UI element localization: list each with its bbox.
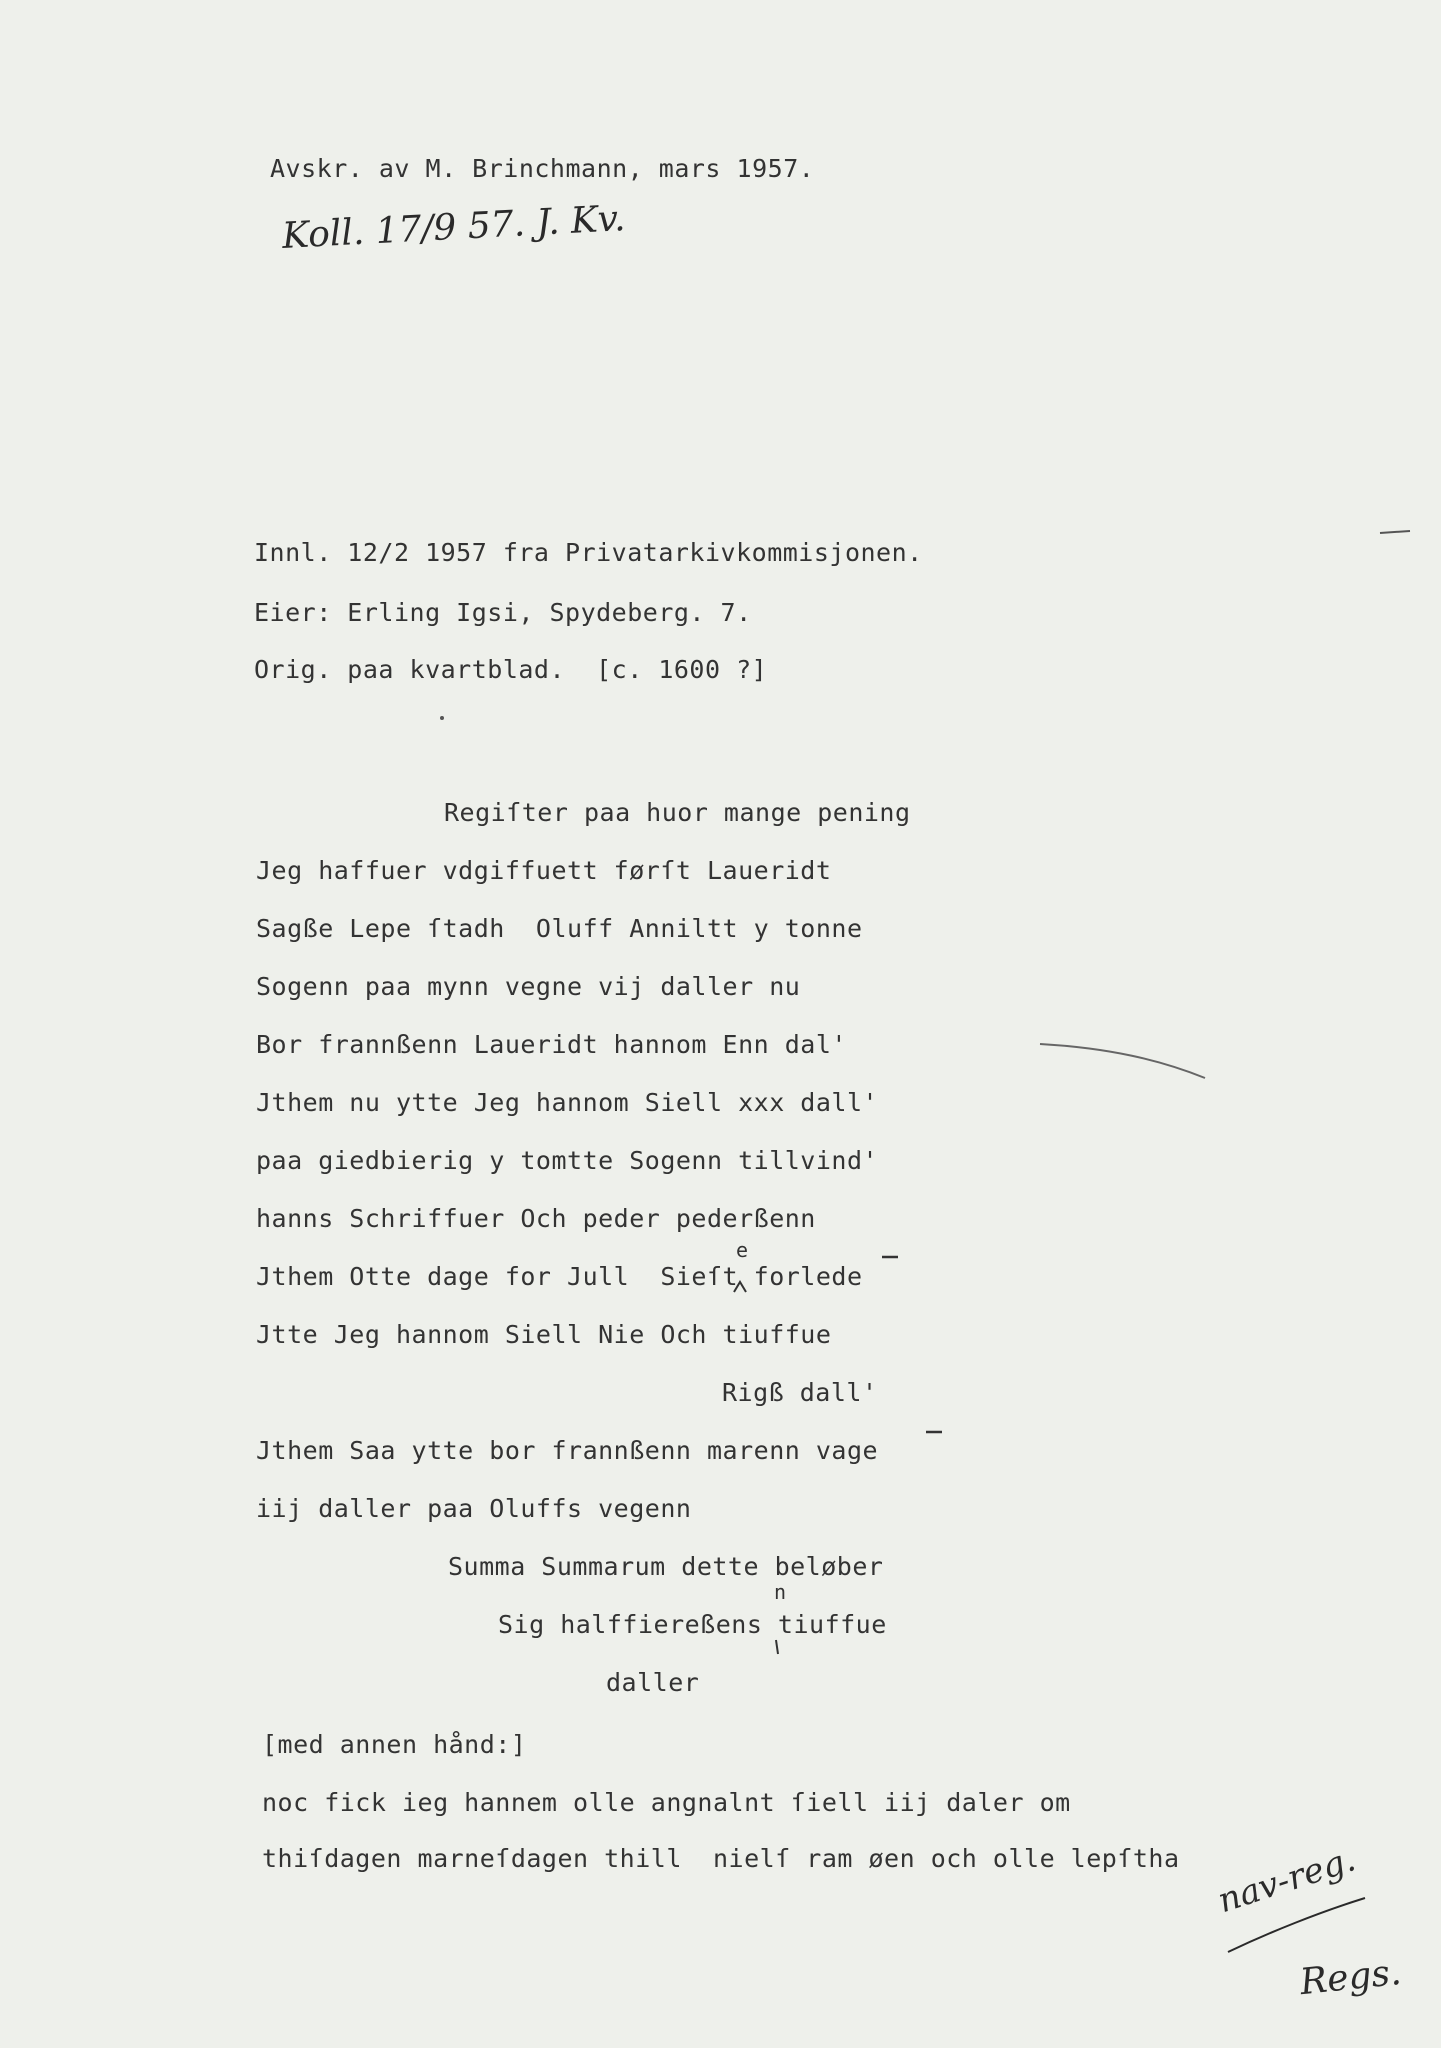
checked-note-handwritten: Koll. 17/9 57. J. Kv.: [281, 198, 627, 257]
register-line: Sagße Lepe ſtadh Oluff Anniltt y tonne: [256, 914, 863, 943]
register-line: hanns Schriffuer Och peder pederßenn: [256, 1204, 816, 1233]
register-line: Bor frannßenn Laueridt hannom Enn dal': [256, 1030, 847, 1059]
addendum-label: [med annen hånd:]: [262, 1730, 527, 1759]
register-line: Rigß dall': [722, 1378, 878, 1407]
addendum-line: thiſdagen marneſdagen thill nielſ ram øen och olle lepſtha: [262, 1844, 1180, 1873]
register-line: Jthem Saa ytte bor frannßenn marenn vage: [256, 1436, 879, 1465]
register-line: paa giedbierig y tomtte Sogenn tillvind': [256, 1146, 879, 1175]
transcription-note: Avskr. av M. Brinchmann, mars 1957.: [270, 154, 815, 183]
received-line: Innl. 12/2 1957 fra Privatarkivkommisjonen.: [254, 538, 923, 567]
owner-line: Eier: Erling Igsi, Spydeberg. 7.: [254, 598, 752, 627]
register-line: Jtte Jeg hannom Siell Nie Och tiuffue: [256, 1320, 832, 1349]
register-line: iij daller paa Oluffs vegenn: [256, 1494, 692, 1523]
register-line: Jthem Otte dage for Jull Sieſt forlede: [256, 1262, 863, 1291]
addendum-line: noc fick ieg hannem olle angnalnt ſiell iij daler om: [262, 1788, 1071, 1817]
register-line: Sogenn paa mynn vegne vij daller nu: [256, 972, 801, 1001]
superscript-n: n: [774, 1580, 787, 1604]
register-line: Jthem nu ytte Jeg hannom Siell xxx dall': [256, 1088, 879, 1117]
margin-note-line2: Regs.: [1298, 1951, 1404, 2004]
summa-line: Sig halffiereßens tiuffue: [498, 1610, 887, 1639]
register-title: Regiſter paa huor mange pening: [444, 798, 911, 827]
summa-line: daller: [606, 1668, 700, 1697]
superscript-e: e: [736, 1238, 749, 1262]
summa-line: Summa Summarum dette beløber: [448, 1552, 884, 1581]
margin-note-line1: nav-reg.: [1213, 1839, 1361, 1922]
register-line: Jeg haffuer vdgiffuett førſt Laueridt: [256, 856, 832, 885]
original-line: Orig. paa kvartblad. [c. 1600 ?]: [254, 655, 768, 684]
